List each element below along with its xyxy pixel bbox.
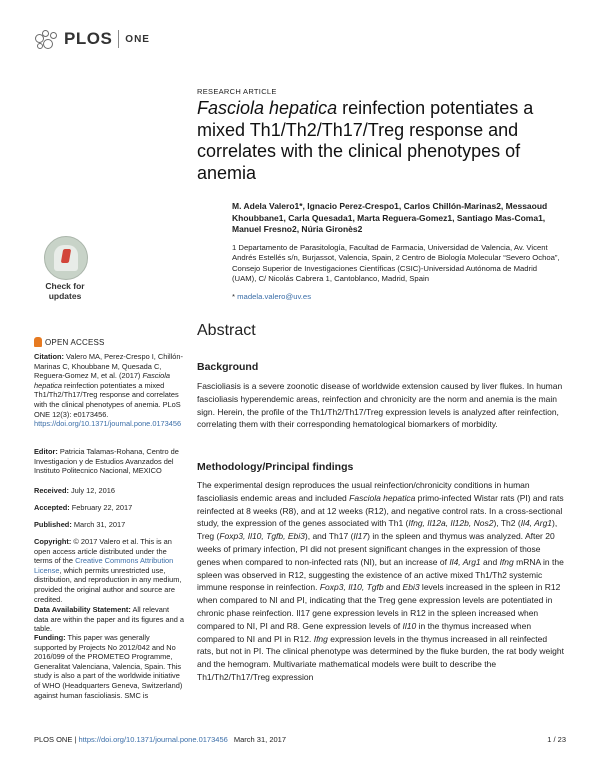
- citation-rest: reinfection potentiates a mixed Th1/Th2/Th17/Treg response and correlates with the clinical phenotypes of anemia. PLoS ONE 12(3): e0173456.: [34, 380, 181, 419]
- copyright-pre: © 2017 Valero et al. This is an open access article distributed under the terms of the: [34, 537, 172, 566]
- check-updates-line1: Check for: [45, 281, 85, 291]
- meth-genes-treg: Foxp3, Il10, Tgfb, Ebi3: [219, 531, 305, 542]
- meth-p3: ), Th2 (: [493, 518, 521, 529]
- title-rest: reinfection potentiates a mixed Th1/Th2/Th17/Treg response and correlates with the clinical phenotypes of anemia: [197, 98, 534, 183]
- accepted-line: [34, 503, 184, 513]
- meth-genes-ifng: Ifng: [499, 556, 514, 567]
- meth-genes-il10: Il10: [402, 620, 417, 631]
- meth-p8: mRNA in the spleen was observed in R12, suggesting the existence of an active mixed Th1/Th2 systemic immune response in reinfection.: [197, 556, 564, 593]
- article-type: RESEARCH ARTICLE: [197, 87, 277, 96]
- methodology-heading: Methodology/Principal findings: [197, 461, 354, 473]
- check-updates-line2: updates: [48, 290, 82, 301]
- citation-label: Citation:: [34, 352, 64, 361]
- footer-journal: PLOS ONE: [34, 735, 73, 744]
- author-list: M. Adela Valero1*, Ignacio Perez-Crespo1, Carlos Chillón-Marinas2, Messaoud Khoubbane1, Carla Quesada1, Marta Reguera-Gomez1, Santiago Mas-Coma1, Manuel Fresno2, Núria Gironès2: [232, 201, 548, 235]
- meth-p9: and: [383, 582, 403, 593]
- data-availability-block: [34, 605, 184, 634]
- received-line: [34, 486, 184, 496]
- logo-journal: ONE: [125, 33, 150, 45]
- meth-genes-ifng-thymus: Ifng: [313, 633, 328, 644]
- meth-species: Fasciola hepatica: [349, 492, 416, 503]
- citation-block: [34, 352, 184, 429]
- copyright-label: Copyright:: [34, 537, 72, 546]
- funding-block: [34, 633, 184, 700]
- check-for-updates-badge[interactable]: [44, 236, 86, 301]
- meth-p2: primo-infected Wistar rats (PI) and rats reinfected at 8 weeks (R8), and at 12 weeks (R12), and negative control rats. In a cross-sectional study, the expression of the genes associated with Th1 (: [197, 492, 564, 529]
- meth-p1: The experimental design reproduces the usual reinfection/chronicity conditions in human fascioliasis endemic areas and included: [197, 480, 530, 503]
- meth-genes-foxp3: Foxp3, Il10, Tgfb: [319, 582, 384, 593]
- footer-date: March 31, 2017: [233, 735, 287, 744]
- meth-p10: levels increased in the spleen in R12 when compared to NI and PI, indicating that the Treg gene expression levels are potentiated in chronic phase reinfection. Il17 gene expression levels in R12 in the spleen increased when compared to NI, PI and R8. Gene expression levels of: [197, 582, 561, 631]
- published-line: [34, 520, 184, 530]
- funding-text: This paper was generally supported by Projects No 2012/042 and No 2016/099 of the PROMETEO Programme, Generalitat Valenciana, Valencia, Spain. This study is also a part of the worldwide initiative of WHO (Headquarters Geneva, Switzerland) against human fascioliasis. SMC is: [34, 633, 183, 700]
- meth-genes-th2: Il4, Arg1: [520, 518, 553, 529]
- received-date: July 12, 2016: [70, 486, 115, 495]
- logo-wordmark: PLOS: [64, 29, 113, 48]
- open-access-text: OPEN ACCESS: [45, 337, 105, 347]
- title-species: Fasciola hepatica: [197, 98, 338, 118]
- footer-doi-link[interactable]: https://doi.org/10.1371/journal.pone.0173456: [78, 735, 228, 744]
- citation-title: Fasciola hepatica: [34, 371, 170, 390]
- copyright-block: [34, 537, 184, 604]
- article-title: [197, 98, 537, 184]
- meth-genes-il4-arg1: Il4, Arg1: [449, 556, 481, 567]
- open-access-lock-icon: [34, 337, 42, 347]
- funding-label: Funding:: [34, 633, 66, 642]
- copyright-post: , which permits unrestricted use, distribution, and reproduction in any medium, provided the original author and source are credited.: [34, 565, 182, 604]
- background-text: Fascioliasis is a severe zoonotic disease of worldwide extension caused by liver flukes. In human fascioliasis hyperendemic areas, reinfection and chronicity are the norm and anemia is the main sign. Herein, the profile of the Th1/Th2/Th17/Treg expression levels is analyzed after reinfection, correlating them with their corresponding hematological biomarkers of morbidity.: [197, 381, 563, 430]
- footer-separator: |: [74, 735, 77, 744]
- meth-genes-ebi3: Ebi3: [402, 582, 420, 593]
- plos-logo-icon: [34, 28, 62, 50]
- meth-p5: ), and Th17 (: [304, 531, 354, 542]
- open-access-label: [34, 337, 105, 347]
- data-availability-text: All relevant data are within the paper and its figures and a table.: [34, 605, 184, 634]
- accepted-label: Accepted:: [34, 503, 70, 512]
- editor-block: [34, 447, 184, 476]
- methodology-text: [197, 479, 565, 684]
- accepted-date: February 22, 2017: [71, 503, 133, 512]
- email-symbol: *: [232, 292, 235, 301]
- meth-p11: in the thymus increased when compared to NI and PI in R12.: [197, 620, 532, 644]
- footer-page-number: 1 / 23: [547, 735, 566, 744]
- citation-authors: Valero MA, Perez-Crespo I, Chillón-Marinas C, Khoubbane M, Quesada C, Reguera-Gomez M, et al. (2017): [34, 352, 183, 381]
- license-link[interactable]: Creative Commons Attribution License: [34, 556, 174, 575]
- background-heading: Background: [197, 361, 259, 373]
- crossmark-icon: [44, 236, 88, 280]
- footer-left: [34, 735, 286, 744]
- meth-p12: expression levels in the thymus increased in all reinfected rats, but not in PI. The clinical phenotype was determined by the fluke burden, the rat body weight and the hemogram. Multivariate mathematical models were built to describe the Th1/Th2/Th17/Treg expression: [197, 633, 564, 682]
- citation-doi-link[interactable]: https://doi.org/10.1371/journal.pone.0173456: [34, 419, 182, 429]
- editor-label: Editor:: [34, 447, 58, 456]
- page-footer: [34, 735, 566, 744]
- abstract-heading: Abstract: [197, 322, 256, 339]
- data-availability-label: Data Availability Statement:: [34, 605, 131, 614]
- corresponding-email: [232, 292, 311, 301]
- published-label: Published:: [34, 520, 72, 529]
- meth-genes-th1: Ifng, Il12a, Il12b, Nos2: [408, 518, 494, 529]
- plos-logo: [34, 28, 150, 50]
- email-link[interactable]: madela.valero@uv.es: [237, 292, 312, 301]
- affiliations: 1 Departamento de Parasitología, Facultad de Farmacia, Universidad de Valencia, Av. Vicent Andrés Estellés s/n, Burjassot, Valencia, Spain, 2 Centro de Biología Molecular “Severo Ochoa”, Consejo Superior de Investigaciones Científicas (CSIC)-Universidad Autónoma de Madrid (UAM), C/ Nicolás Cabrera 1, Cantoblanco, Madrid, Spain: [232, 243, 560, 283]
- meth-p4: ), Treg (: [197, 518, 558, 542]
- meth-p7: and: [480, 556, 500, 567]
- published-date: March 31, 2017: [73, 520, 126, 529]
- meth-genes-th17: Il17: [353, 531, 368, 542]
- received-label: Received:: [34, 486, 69, 495]
- meth-p6: ) in the spleen and thymus was analyzed. After 20 weeks of primary infection, PI did not present significant changes in the expression of those genes when compared to non-infected rats (NI), but an increase of: [197, 531, 555, 567]
- logo-divider: [118, 30, 119, 48]
- editor-text: Patricia Talamas-Rohana, Centro de Investigacion y de Estudios Avanzados del Instituto Politecnico Nacional, MEXICO: [34, 447, 179, 476]
